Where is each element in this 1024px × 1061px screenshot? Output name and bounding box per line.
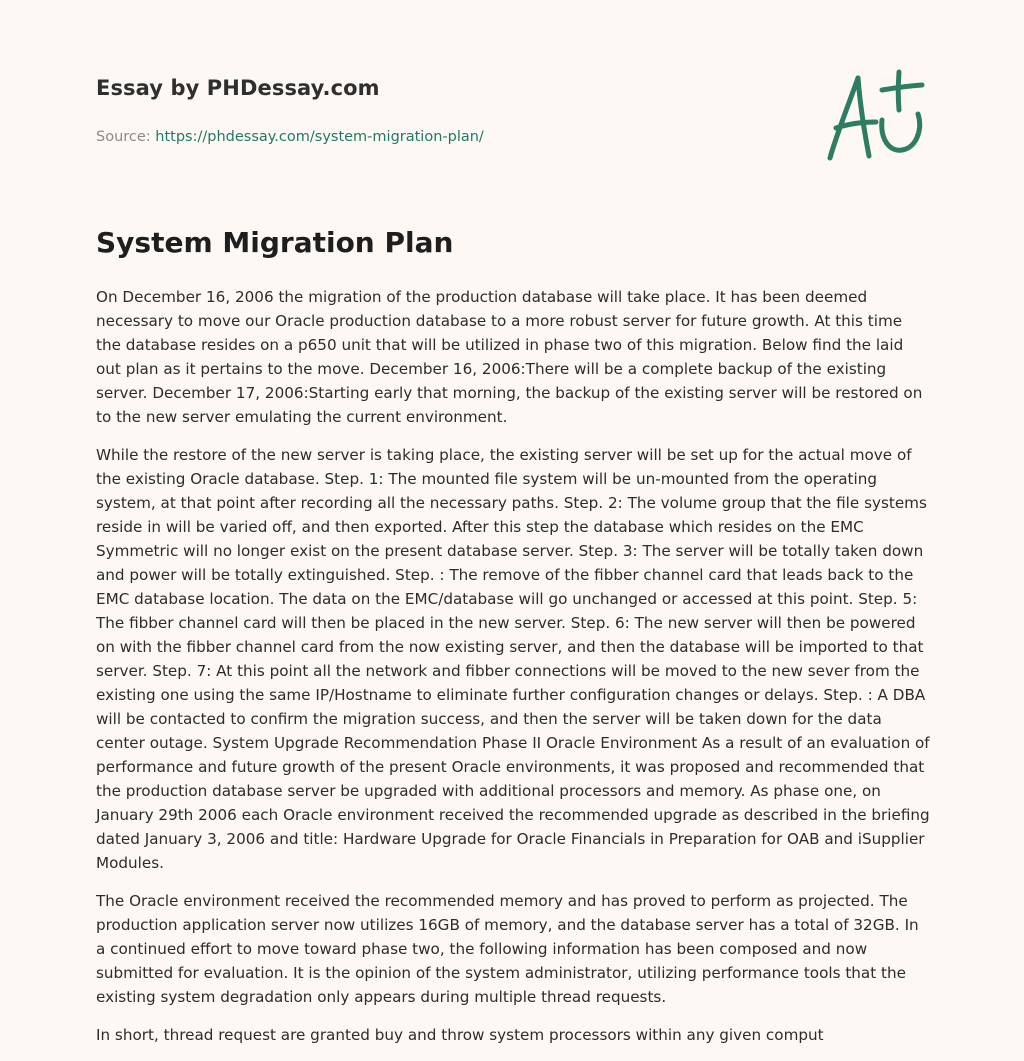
source-link[interactable]: https://phdessay.com/system-migration-plan/ xyxy=(155,129,484,145)
essay-paragraph: While the restore of the new server is taking place, the existing server will be set up for the actual move of the existing Oracle database. Step. 1: The mounted file system will be un-mounted from the operating system, at that point after recording all the necessary paths. Step. 2: The volume group that the file systems reside in will be varied off, and then exported. After this step the database which resides on the EMC Symmetric will no longer exist on the present database server. Step. 3: The server will be totally taken down and power will be totally extinguished. Step. : The remove of the fibber channel card that leads back to the EMC database location. The data on the EMC/database will go unchanged or accessed at this point. Step. 5: The fibber channel card will then be placed in the new server. Step. 6: The new server will then be powered on with the fibber channel card from the now existing server, and then the database will be imported to that server. Step. 7: At this point all the network and fibber connections will be moved to the new sever from the existing one using the same IP/Hostname to eliminate further configuration changes or delays. Step. : A DBA will be contacted to confirm the migration success, and then the server will be taken down for the data center outage. System Upgrade Recommendation Phase II Oracle Environment As a result of an evaluation of performance and future growth of the present Oracle environments, it was proposed and recommended that the production database server be upgraded with additional processors and memory. As phase one, on January 29th 2006 each Oracle environment received the recommended upgrade as described in the briefing dated January 3, 2006 and title: Hardware Upgrade for Oracle Financials in Preparation for OAB and iSupplier Modules. xyxy=(96,446,930,872)
essay-body xyxy=(96,285,931,1061)
source-label: Source: xyxy=(96,129,156,145)
source-line xyxy=(96,129,926,145)
site-brand: Essay by PHDessay.com xyxy=(96,76,380,100)
page-header xyxy=(96,76,926,145)
essay-paragraph: On December 16, 2006 the migration of the production database will take place. It has been deemed necessary to move our Oracle production database to a more robust server for future growth. At this time the database resides on a p650 unit that will be utilized in phase two of this migration. Below find the laid out plan as it pertains to the move. December 16, 2006:There will be a complete backup of the existing server. December 17, 2006:Starting early that morning, the backup of the existing server will be restored on to the new server emulating the current environment. xyxy=(96,288,923,426)
a-plus-grade-icon xyxy=(820,64,930,168)
essay-paragraph: In short, thread request are granted buy and throw system processors within any given comput xyxy=(96,1026,824,1044)
essay-title: System Migration Plan xyxy=(96,226,454,259)
essay-paragraph: The Oracle environment received the recommended memory and has proved to perform as projected. The production application server now utilizes 16GB of memory, and the database server has a total of 32GB. In a continued effort to move toward phase two, the following information has been composed and now submitted for evaluation. It is the opinion of the system administrator, utilizing performance tools that the existing system degradation only appears during multiple thread requests. xyxy=(96,892,919,1006)
